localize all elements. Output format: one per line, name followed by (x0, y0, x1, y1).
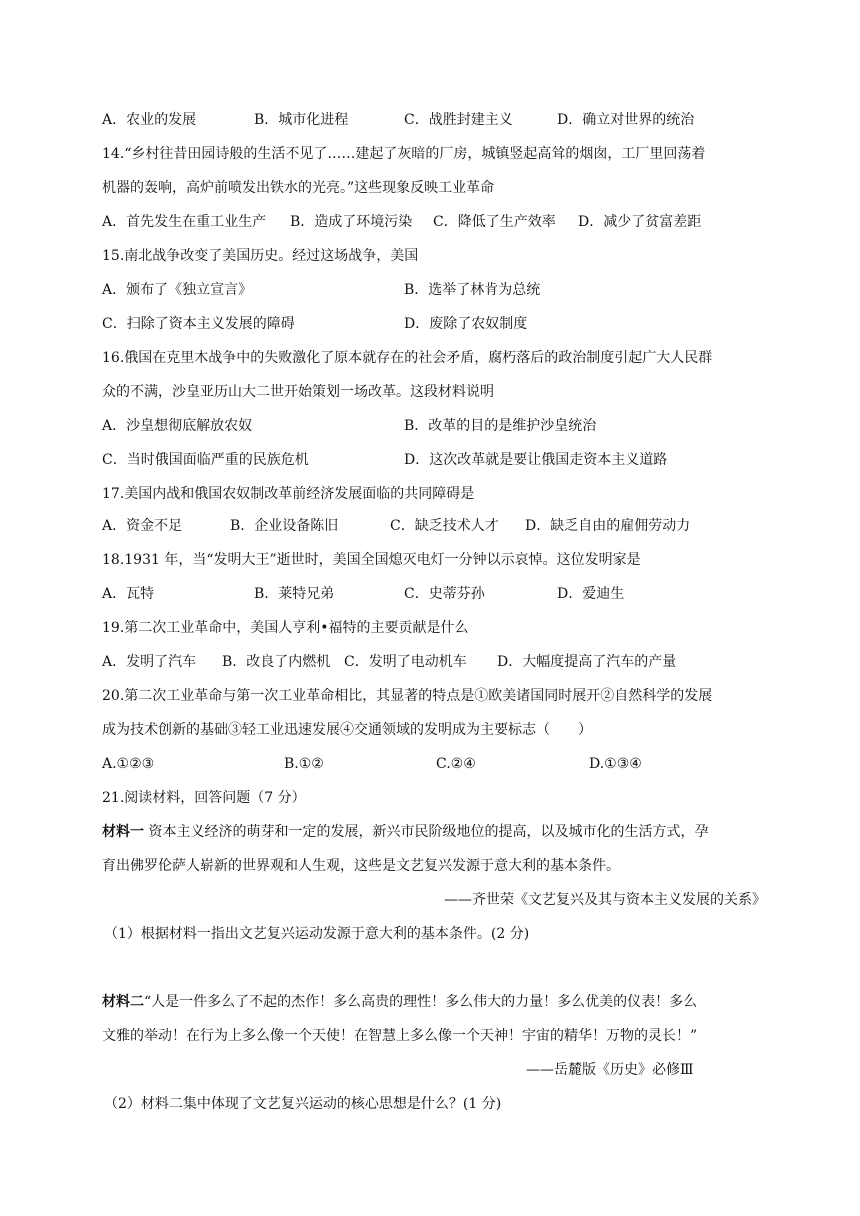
q13-option-d: D．确立对世界的统治 (557, 112, 695, 128)
q16-stem-line1: 16.俄国在克里木战争中的失败激化了原本就存在的社会矛盾，腐朽落后的政治制度引起广大人民群 (102, 350, 713, 366)
q16-option-c: C．当时俄国面临严重的民族危机 (102, 452, 309, 468)
q15-option-a: A．颁布了《独立宣言》 (102, 282, 253, 298)
q21-material1-text1: 资本主义经济的萌芽和一定的发展，新兴市民阶级地位的提高，以及城市化的生活方式，孕 (144, 824, 709, 840)
q19-option-b: B．改良了内燃机 (222, 654, 331, 670)
q16-option-a: A．沙皇想彻底解放农奴 (102, 418, 253, 434)
q20-option-a: A.①②③ (102, 756, 155, 772)
q14-option-c: C．降低了生产效率 (433, 214, 556, 230)
q20-option-c: C.②④ (436, 756, 476, 772)
q18-option-d: D．爱迪生 (557, 586, 625, 602)
q16-stem-line2: 众的不满，沙皇亚历山大二世开始策划一场改革。这段材料说明 (102, 384, 494, 400)
q14-option-d: D．减少了贫富差距 (578, 214, 702, 230)
q21-material2-source: ——岳麓版《历史》必修Ⅲ (526, 1062, 694, 1078)
q18-option-c: C．史蒂芬孙 (404, 586, 485, 602)
q19-option-d: D．大幅度提高了汽车的产量 (497, 654, 677, 670)
q17-option-b: B．企业设备陈旧 (230, 518, 339, 534)
q17-option-d: D．缺乏自由的雇佣劳动力 (525, 518, 691, 534)
q15-option-c: C．扫除了资本主义发展的障碍 (102, 316, 295, 332)
q14-option-b: B．造成了环境污染 (290, 214, 413, 230)
q15-option-b: B．选举了林肯为总统 (404, 282, 541, 298)
q13-option-c: C．战胜封建主义 (404, 112, 513, 128)
q20-option-b: B.①② (284, 756, 324, 772)
q18-stem: 18.1931 年，当“发明大王”逝世时，美国全国熄灭电灯一分钟以示哀悼。这位发明家是 (102, 552, 641, 568)
q17-option-a: A．资金不足 (102, 518, 183, 534)
q20-option-d: D.①③④ (589, 756, 642, 772)
q15-stem: 15.南北战争改变了美国历史。经过这场战争，美国 (102, 248, 419, 264)
q18-option-b: B．莱特兄弟 (254, 586, 335, 602)
q18-option-a: A．瓦特 (102, 586, 155, 602)
q21-material2-line1 (102, 992, 697, 1012)
q21-material1-line1 (102, 822, 708, 842)
q17-stem: 17.美国内战和俄国农奴制改革前经济发展面临的共同障碍是 (102, 486, 475, 502)
q14-stem-line1: 14.“乡村往昔田园诗般的生活不见了……建起了灰暗的厂房，城镇竖起高耸的烟囱，工厂里回荡着 (102, 146, 706, 162)
q21-stem: 21.阅读材料，回答问题（7 分） (102, 790, 306, 806)
q21-material2-text1: “人是一件多么了不起的杰作！多么高贵的理性！多么伟大的力量！多么优美的仪表！多么 (144, 994, 698, 1010)
q17-option-c: C．缺乏技术人才 (390, 518, 499, 534)
q21-material2-line2: 文雅的举动！在行为上多么像一个天使！在智慧上多么像一个天神！宇宙的精华！万物的灵长！” (102, 1028, 698, 1044)
q15-option-d: D．废除了农奴制度 (404, 316, 528, 332)
q16-option-b: B．改革的目的是维护沙皇统治 (404, 418, 597, 434)
q21-material1-source: ——齐世荣《文艺复兴及其与资本主义发展的关系》 (444, 892, 766, 908)
q20-stem-line2: 成为技术创新的基础③轻工业迅速发展④交通领域的发明成为主要标志（ ） (102, 722, 592, 738)
q21-material2-label: 材料二 (102, 994, 144, 1010)
q16-option-d: D．这次改革就是要让俄国走资本主义道路 (404, 452, 668, 468)
q14-stem-line2: 机器的轰响，高炉前喷发出铁水的光亮。”这些现象反映工业革命 (102, 180, 495, 196)
q21-material1-label: 材料一 (102, 824, 144, 840)
q21-subquestion2: （2）材料二集中体现了文艺复兴运动的核心思想是什么？(1 分) (104, 1096, 502, 1112)
q19-option-c: C．发明了电动机车 (344, 654, 467, 670)
q21-material1-line2: 育出佛罗伦萨人崭新的世界观和人生观，这些是文艺复兴发源于意大利的基本条件。 (102, 858, 620, 874)
q20-stem-line1: 20.第二次工业革命与第一次工业革命相比，其显著的特点是①欧美诸国同时展开②自然科学的发展 (102, 688, 713, 704)
q13-option-a: A．农业的发展 (102, 112, 197, 128)
q19-stem: 19.第二次工业革命中，美国人亨利•福特的主要贡献是什么 (102, 620, 469, 636)
q14-option-a: A．首先发生在重工业生产 (102, 214, 267, 230)
q21-subquestion1: （1）根据材料一指出文艺复兴运动发源于意大利的基本条件。(2 分) (104, 926, 530, 942)
q13-option-b: B．城市化进程 (254, 112, 349, 128)
q19-option-a: A．发明了汽车 (102, 654, 197, 670)
